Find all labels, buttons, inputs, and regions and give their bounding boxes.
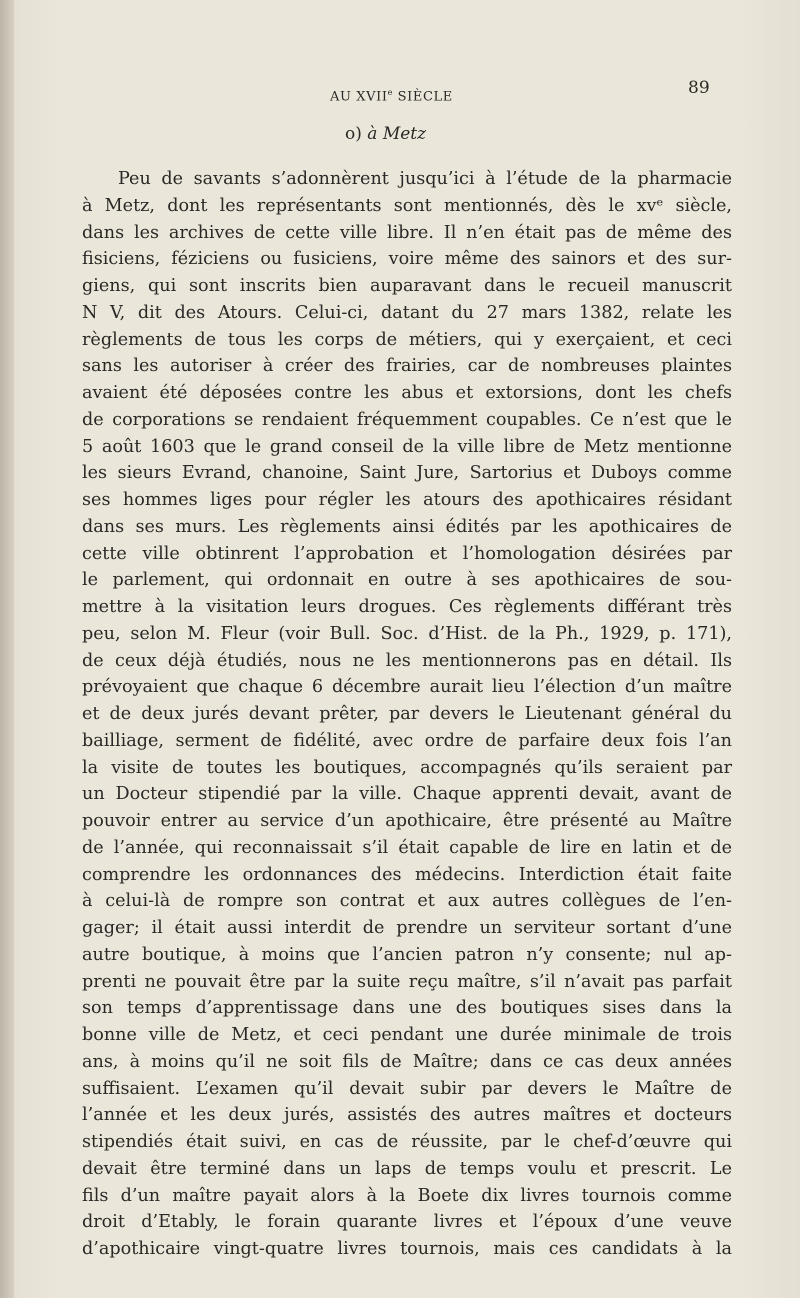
page-binding-edge	[0, 0, 14, 1298]
running-head-superscript: e	[387, 88, 393, 97]
text-line: règlements de tous les corps de métiers, qui y exerçaient, et ceci	[82, 329, 732, 350]
text-line: prenti ne pouvait être par la suite reçu maître, s’il n’avait pas parfait	[82, 971, 732, 992]
text-line: 5 août 1603 que le grand conseil de la ville libre de Metz mentionne	[82, 436, 732, 457]
text-line: sans les autoriser à créer des frairies, car de nombreuses plaintes	[82, 356, 732, 377]
running-head-rest: SIÈCLE	[392, 89, 453, 105]
text-line: devait être terminé dans un laps de temps voulu et prescrit. Le	[82, 1158, 732, 1179]
text-line: à celui-là de rompre son contrat et aux autres collègues de l’en-	[82, 891, 732, 912]
text-line: giens, qui sont inscrits bien auparavant dans le recueil manuscrit	[82, 276, 732, 296]
text-line: le parlement, qui ordonnait en outre à ses apothicaires de sou-	[82, 570, 732, 591]
text-line: suffisaient. L’examen qu’il devait subir par devers le Maître de	[82, 1078, 732, 1099]
text-line: ses hommes liges pour régler les atours des apothicaires résidant	[82, 490, 732, 510]
section-marker: o)	[345, 124, 368, 144]
text-line: et de deux jurés devant prêter, par devers le Lieutenant général du	[82, 704, 732, 724]
text-line: droit d’Etably, le forain quarante livres et l’époux d’une veuve	[82, 1212, 732, 1233]
text-line: pouvoir entrer au service d’un apothicaire, être présenté au Maître	[82, 811, 732, 831]
text-line: l’année et les deux jurés, assistés des autres maîtres et docteurs	[82, 1105, 732, 1126]
text-line: à Metz, dont les représentants sont mentionnés, dès le xvᵉ siècle,	[82, 195, 732, 216]
text-line: N V, dit des Atours. Celui-ci, datant du 27 mars 1382, relate les	[82, 302, 732, 323]
text-line: fils d’un maître payait alors à la Boete dix livres tournois comme	[82, 1185, 732, 1206]
text-line: d’apothicaire vingt-quatre livres tournois, mais ces candidats à la	[82, 1239, 732, 1259]
running-head	[330, 88, 453, 104]
text-line: stipendiés était suivi, en cas de réussite, par le chef-d’œuvre qui	[82, 1132, 732, 1152]
section-title: à Metz	[367, 124, 427, 144]
text-line: autre boutique, à moins que l’ancien patron n’y consente; nul ap-	[82, 944, 732, 965]
text-line: de l’année, qui reconnaissait s’il était capable de lire en latin et de	[82, 837, 732, 858]
text-line: son temps d’apprentissage dans une des boutiques sises dans la	[82, 998, 732, 1019]
text-line: fisiciens, féziciens ou fusiciens, voire même des sainors et des sur-	[82, 249, 732, 270]
text-line: bonne ville de Metz, et ceci pendant une durée minimale de trois	[82, 1025, 732, 1045]
text-line: la visite de toutes les boutiques, accompagnés qu’ils seraient par	[82, 757, 732, 778]
text-line: avaient été déposées contre les abus et extorsions, dont les chefs	[82, 383, 732, 403]
text-line: un Docteur stipendié par la ville. Chaque apprenti devait, avant de	[82, 784, 732, 805]
section-heading	[345, 124, 426, 144]
page-number: 89	[688, 78, 710, 98]
text-line: cette ville obtinrent l’approbation et l’homologation désirées par	[82, 543, 732, 564]
running-head-main: AU XVII	[330, 89, 388, 105]
text-line: ans, à moins qu’il ne soit fils de Maître; dans ce cas deux années	[82, 1051, 732, 1072]
text-line: de ceux déjà étudiés, nous ne les mentionnerons pas en détail. Ils	[82, 650, 732, 671]
text-line: bailliage, serment de fidélité, avec ordre de parfaire deux fois l’an	[82, 730, 732, 751]
text-line: les sieurs Evrand, chanoine, Saint Jure, Sartorius et Duboys comme	[82, 463, 732, 484]
text-line: peu, selon M. Fleur (voir Bull. Soc. d’Hist. de la Ph., 1929, p. 171),	[82, 623, 732, 644]
text-line: dans les archives de cette ville libre. Il n’en était pas de même des	[82, 222, 732, 243]
text-line: mettre à la visitation leurs drogues. Ces règlements différant très	[82, 597, 732, 617]
text-line: Peu de savants s’adonnèrent jusqu’ici à l’étude de la pharmacie	[118, 169, 732, 189]
body-paragraph	[82, 166, 732, 1263]
text-line: comprendre les ordonnances des médecins. Interdiction était faite	[82, 864, 732, 885]
text-line: gager; il était aussi interdit de prendre un serviteur sortant d’une	[82, 918, 732, 938]
text-line: de corporations se rendaient fréquemment coupables. Ce n’est que le	[82, 409, 732, 430]
text-line: prévoyaient que chaque 6 décembre aurait lieu l’élection d’un maître	[82, 677, 732, 698]
text-line: dans ses murs. Les règlements ainsi édités par les apothicaires de	[82, 516, 732, 537]
